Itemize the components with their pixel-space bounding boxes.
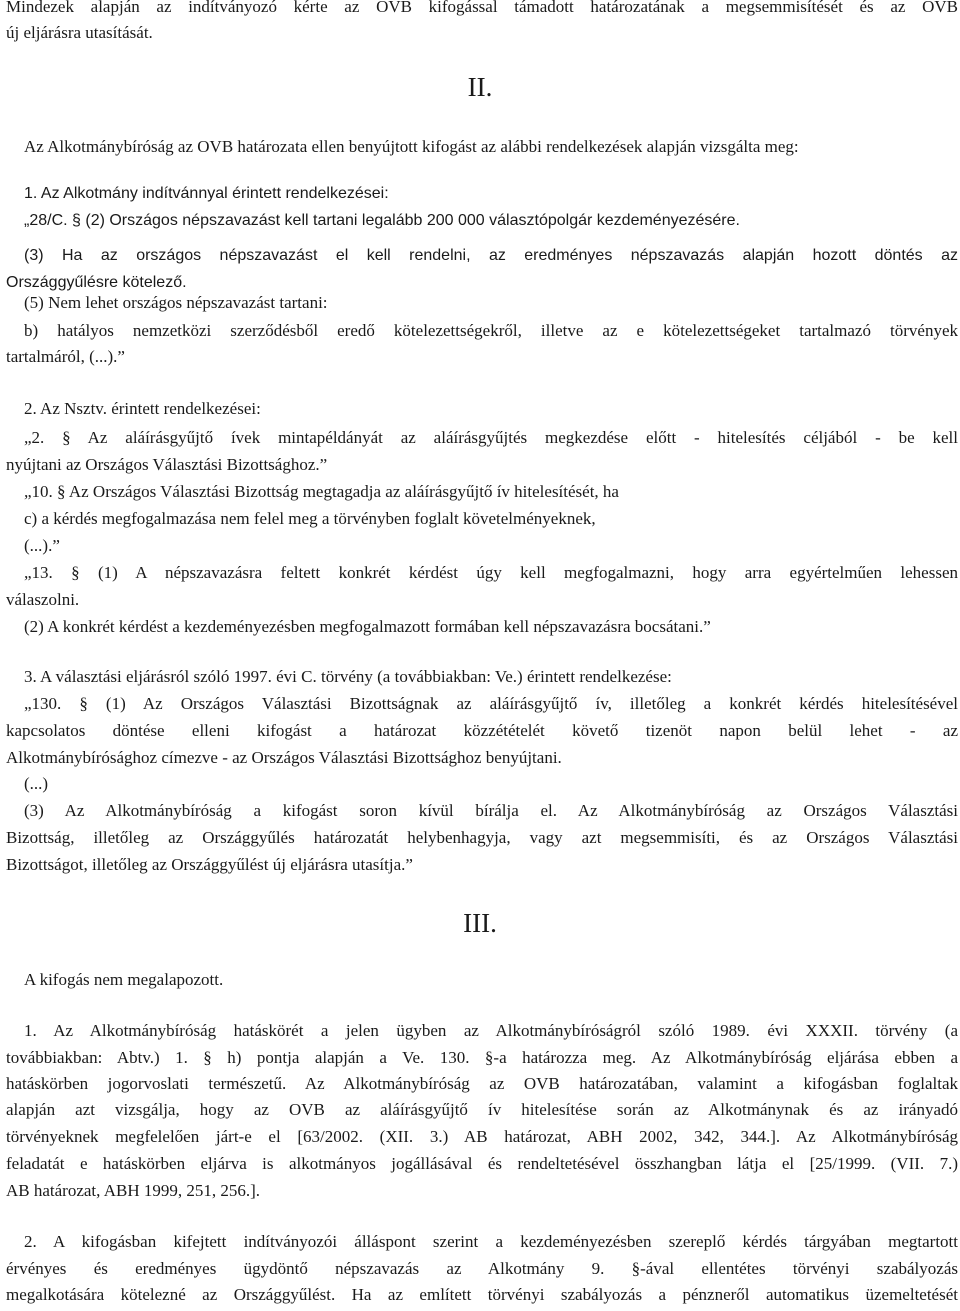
section-heading-iii: III. — [463, 908, 497, 938]
text-line: Országgyűlésre kötelező. — [6, 274, 187, 291]
text-line: c) a kérdés megfogalmazása nem felel meg a törvényben foglalt követelményeknek, — [24, 509, 596, 528]
text-line: (3) Az Alkotmánybíróság a kifogást soron kívül bírálja el. Az Alkotmánybíróság az Országos Választási — [24, 801, 958, 820]
text-line: hatáskörben jogorvoslati természetű. Az Alkotmánybíróság az OVB határozatában, valamint a kifogásban foglaltak — [6, 1074, 958, 1093]
subheading: 2. Az Nsztv. érintett rendelkezései: — [24, 399, 261, 418]
text-line: alapján azt vizsgálja, hogy az OVB az aláírásgyűjtő ív hitelesítése során az Alkotmánynak és az irányadó — [6, 1100, 958, 1119]
text-line: tartalmáról, (...).” — [6, 347, 125, 366]
text-line: „10. § Az Országos Választási Bizottság megtagadja az aláírásgyűjtő ív hitelesítését, ha — [24, 482, 619, 501]
text-line: „28/C. § (2) Országos népszavazást kell tartani legalább 200 000 választópolgár kezdeményezésére. — [24, 212, 740, 229]
text-line: Az Alkotmánybíróság az OVB határozata ellen benyújtott kifogást az alábbi rendelkezések alapján vizsgálta meg: — [24, 137, 799, 156]
subheading: 3. A választási eljárásról szóló 1997. évi C. törvény (a továbbiakban: Ve.) érintett rendelkezése: — [24, 667, 672, 686]
text-line: (3) Ha az országos népszavazást el kell rendelni, az eredményes népszavazás alapján hozott döntés az — [24, 247, 958, 264]
text-line: (5) Nem lehet országos népszavazást tartani: — [24, 293, 328, 312]
text-line: b) hatályos nemzetközi szerződésből eredő kötelezettségekről, illetve az e kötelezettségeket tartalmazó törvények — [24, 321, 958, 340]
text-line: „2. § Az aláírásgyűjtő ívek mintapéldányát az aláírásgyűjtés megkezdése előtt - hitelesítés céljából - be kell — [24, 428, 958, 447]
text-line: érvényes és eredményes ügydöntő népszavazás az Alkotmány 9. §-ával ellentétes törvényi szabályozás — [6, 1259, 958, 1278]
text-line: AB határozat, ABH 1999, 251, 256.]. — [6, 1181, 261, 1200]
text-line: (2) A konkrét kérdést a kezdeményezésben megfogalmazott formában kell népszavazásra bocsátani.” — [24, 617, 711, 636]
text-line: Bizottság, illetőleg az Országgyűlés határozatát helybenhagyja, vagy azt megsemmisíti, és az Országos Választási — [6, 828, 958, 847]
text-line: Alkotmánybírósághoz címezve - az Országos Választási Bizottsághoz benyújtani. — [6, 748, 562, 767]
text-line: Bizottságot, illetőleg az Országgyűlést új eljárásra utasítja.” — [6, 855, 413, 874]
text-line: Mindezek alapján az indítványozó kérte az OVB kifogással támadott határozatának a megsemmisítését és az OVB — [6, 0, 958, 16]
text-line: megalkotására kötelezné az Országgyűlést. Ha az említett törvényi szabályozás a pénzneről automatikus üzemeltetését — [6, 1285, 958, 1304]
text-line: (...) — [24, 774, 49, 793]
section-heading-ii: II. — [467, 72, 493, 102]
text-line: továbbiakban: Abtv.) 1. § h) pontja alapján a Ve. 130. §-a határozza meg. Az Alkotmánybíróság eljárása ebben a — [6, 1048, 958, 1067]
text-line: 2. A kifogásban kifejtett indítványozói álláspont szerint a kezdeményezésben szereplő kérdés tárgyában megtartott — [24, 1232, 958, 1251]
text-line: A kifogás nem megalapozott. — [24, 970, 224, 989]
text-line: „130. § (1) Az Országos Választási Bizottságnak az aláírásgyűjtő ív, illetőleg a konkrét kérdés hitelesítésével — [24, 694, 958, 713]
text-line: „13. § (1) A népszavazásra feltett konkrét kérdést úgy kell megfogalmazni, hogy arra egyértelműen lehessen — [24, 563, 958, 582]
text-line: 1. Az Alkotmánybíróság hatáskörét a jelen ügyben az Alkotmánybíróságról szóló 1989. évi XXXII. törvény (a — [24, 1021, 958, 1040]
text-line: válaszolni. — [6, 590, 80, 609]
subheading: 1. Az Alkotmány indítvánnyal érintett rendelkezései: — [24, 185, 389, 202]
text-line: törvényeknek megfelelően járt-e el [63/2002. (XII. 3.) AB határozat, ABH 2002, 342, 344.]. Az Alkotmánybíróság — [6, 1127, 958, 1146]
text-line: új eljárásra utasítását. — [6, 23, 153, 42]
text-line: nyújtani az Országos Választási Bizottsághoz.” — [6, 455, 328, 474]
text-line: feladatát e hatáskörben eljárva is alkotmányos jogállásával és rendeltetésével összhangban látja el [25/1999. (VII. 7.) — [6, 1154, 958, 1173]
text-line: kapcsolatos döntése elleni kifogást a határozat közzétételét követő tizenöt napon belül lehet - az — [6, 721, 958, 740]
text-line: (...).” — [24, 536, 60, 555]
